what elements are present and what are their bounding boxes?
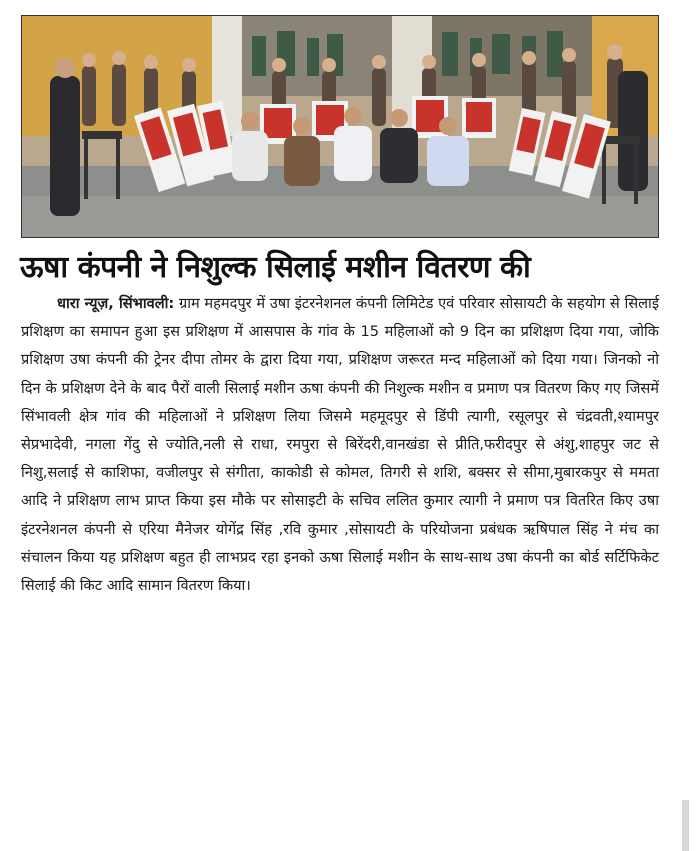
- news-photo: [21, 15, 659, 238]
- scan-edge-mark: [682, 800, 689, 851]
- headline: ऊषा कंपनी ने निशुल्क सिलाई मशीन वितरण की: [20, 250, 531, 285]
- dateline: धारा न्यूज़, सिंभावली:: [57, 295, 175, 312]
- article-body: [21, 290, 659, 600]
- article-text: ग्राम महमदपुर में उषा इंटरनेशनल कंपनी लिमिटेड एवं परिवार सोसायटी के सहयोग से सिलाई प्रशिक्षण का समापन हुआ इस प्रशिक्षण में आसपास के गांव के 15 महिलाओं को 9 दिन का प्रशिक्षण दिया गया, जोकि प्रशिक्षण उषा कंपनी की ट्रेनर दीपा तोमर के द्वारा दिया गया, प्रशिक्षण जरूरत मन्द महिलाओं को दिया गया। जिनको नो दिन के प्रशिक्षण देने के बाद पैरों वाली सिलाई मशीन ऊषा कंपनी की निशुल्क मशीन व प्रमाण पत्र वितरण किए गए जिसमें सिंभावली क्षेत्र गांव की महिलाओं ने प्रशिक्षण लिया जिसमे महमूदपुर से डिंपी त्यागी, रसूलपुर से चंद्रवती,श्यामपुर सेप्रभादेवी, नगला गेंदु से ज्योति,नली से राधा, रमपुरा से बिरेंदरी,वानखंडा से प्रीति,फरीदपुर से अंशु,शाहपुर जट से निशु,सलाई से काशिफा, वजीलपुर से संगीता, काकोडी से कोमल, तिगरी से शशि, बक्सर से सीमा,मुबारकपुर से ममता आदि ने प्रशिक्षण लाभ प्राप्त किया इस मौके पर सोसाइटी के सचिव ललित कुमार त्यागी ने प्रमाण पत्र वितरित किए उषा इंटरनेशनल कंपनी से एरिया मैनेजर योगेंद्र सिंह ,रवि कुमार ,सोसायटी के परियोजना प्रबंधक ऋषिपाल सिंह ने मंच का संचालन किया यह प्रशिक्षण बहुत ही लाभप्रद रहा इनको ऊषा सिलाई मशीन के साथ-साथ उषा कंपनी का बोर्ड सर्टिफिकेट सिलाई की किट आदि सामान वितरण किया।: [21, 295, 659, 595]
- photo-illustration: [22, 16, 658, 237]
